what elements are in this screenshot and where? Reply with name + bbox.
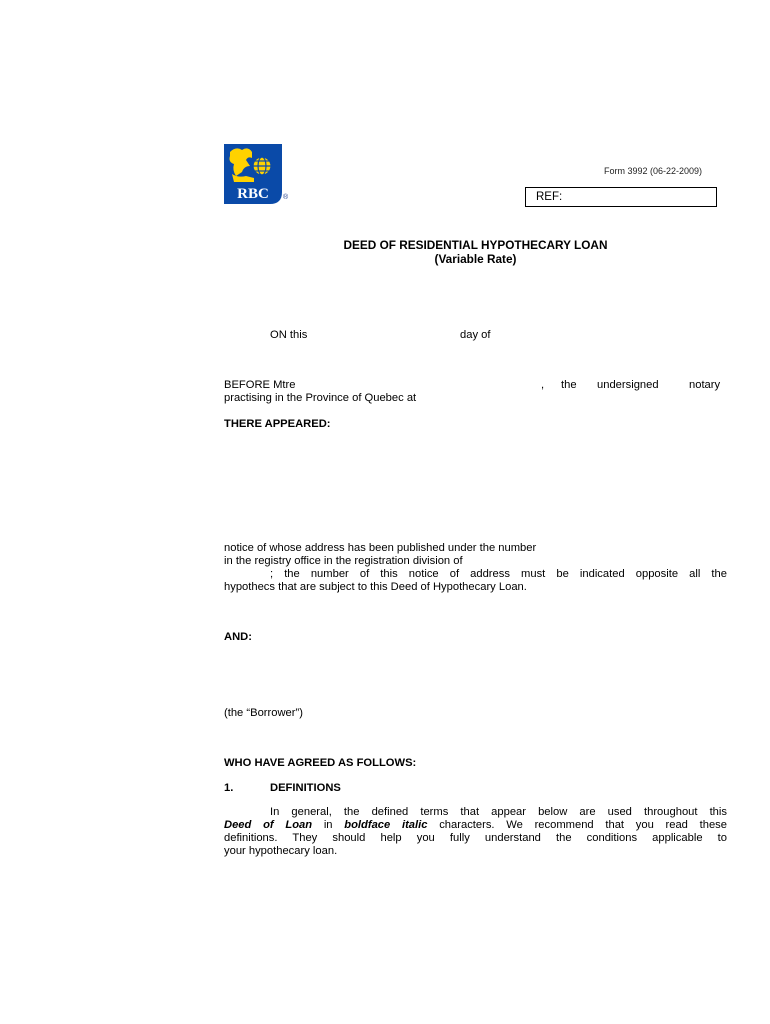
word-in: in bbox=[312, 819, 345, 831]
logo-text: RBC bbox=[237, 186, 269, 202]
word-the: the bbox=[561, 379, 577, 391]
ref-field[interactable] bbox=[525, 187, 717, 207]
ref-label: REF: bbox=[536, 191, 563, 203]
definitions-line-2-rest: characters. We recommend that you read these bbox=[427, 819, 727, 831]
form-number: Form 3992 (06-22-2009) bbox=[604, 166, 703, 176]
definitions-line-4: your hypothecary loan. bbox=[224, 845, 338, 857]
borrower-label: (the “Borrower”) bbox=[224, 707, 303, 719]
practising-text: practising in the Province of Quebec at bbox=[224, 392, 417, 404]
word-notary: notary bbox=[689, 379, 721, 391]
notice-line-2: in the registry office in the registration division of bbox=[224, 555, 463, 567]
registered-mark: ® bbox=[283, 194, 289, 201]
document-title: DEED OF RESIDENTIAL HYPOTHECARY LOAN bbox=[343, 238, 608, 252]
before-mtre-label: BEFORE Mtre bbox=[224, 379, 296, 391]
document-subtitle: (Variable Rate) bbox=[434, 252, 517, 266]
there-appeared-heading: THERE APPEARED: bbox=[224, 418, 331, 430]
definitions-line-3: definitions. They should help you fully understand the conditions applicable to bbox=[224, 832, 727, 844]
definitions-line-1: In general, the defined terms that appear below are used throughout this bbox=[270, 806, 727, 818]
on-this-label: ON this bbox=[270, 329, 308, 341]
notice-line-3: ; the number of this notice of address must be indicated opposite all the bbox=[270, 568, 727, 580]
term-deed-of-loan: Deed of Loan bbox=[224, 819, 313, 831]
and-heading: AND: bbox=[224, 631, 252, 643]
word-undersigned: undersigned bbox=[597, 379, 659, 391]
term-boldface-italic: boldface italic bbox=[344, 819, 428, 831]
section-number: 1. bbox=[224, 782, 234, 794]
notice-line-1: notice of whose address has been published under the number bbox=[224, 542, 537, 554]
section-title: DEFINITIONS bbox=[270, 782, 341, 794]
agreed-heading: WHO HAVE AGREED AS FOLLOWS: bbox=[224, 757, 417, 769]
day-of-label: day of bbox=[460, 329, 491, 341]
rbc-logo bbox=[224, 144, 282, 204]
definitions-line-2 bbox=[224, 819, 727, 832]
notice-line-4: hypothecs that are subject to this Deed of Hypothecary Loan. bbox=[224, 581, 527, 593]
comma: , bbox=[541, 379, 545, 391]
